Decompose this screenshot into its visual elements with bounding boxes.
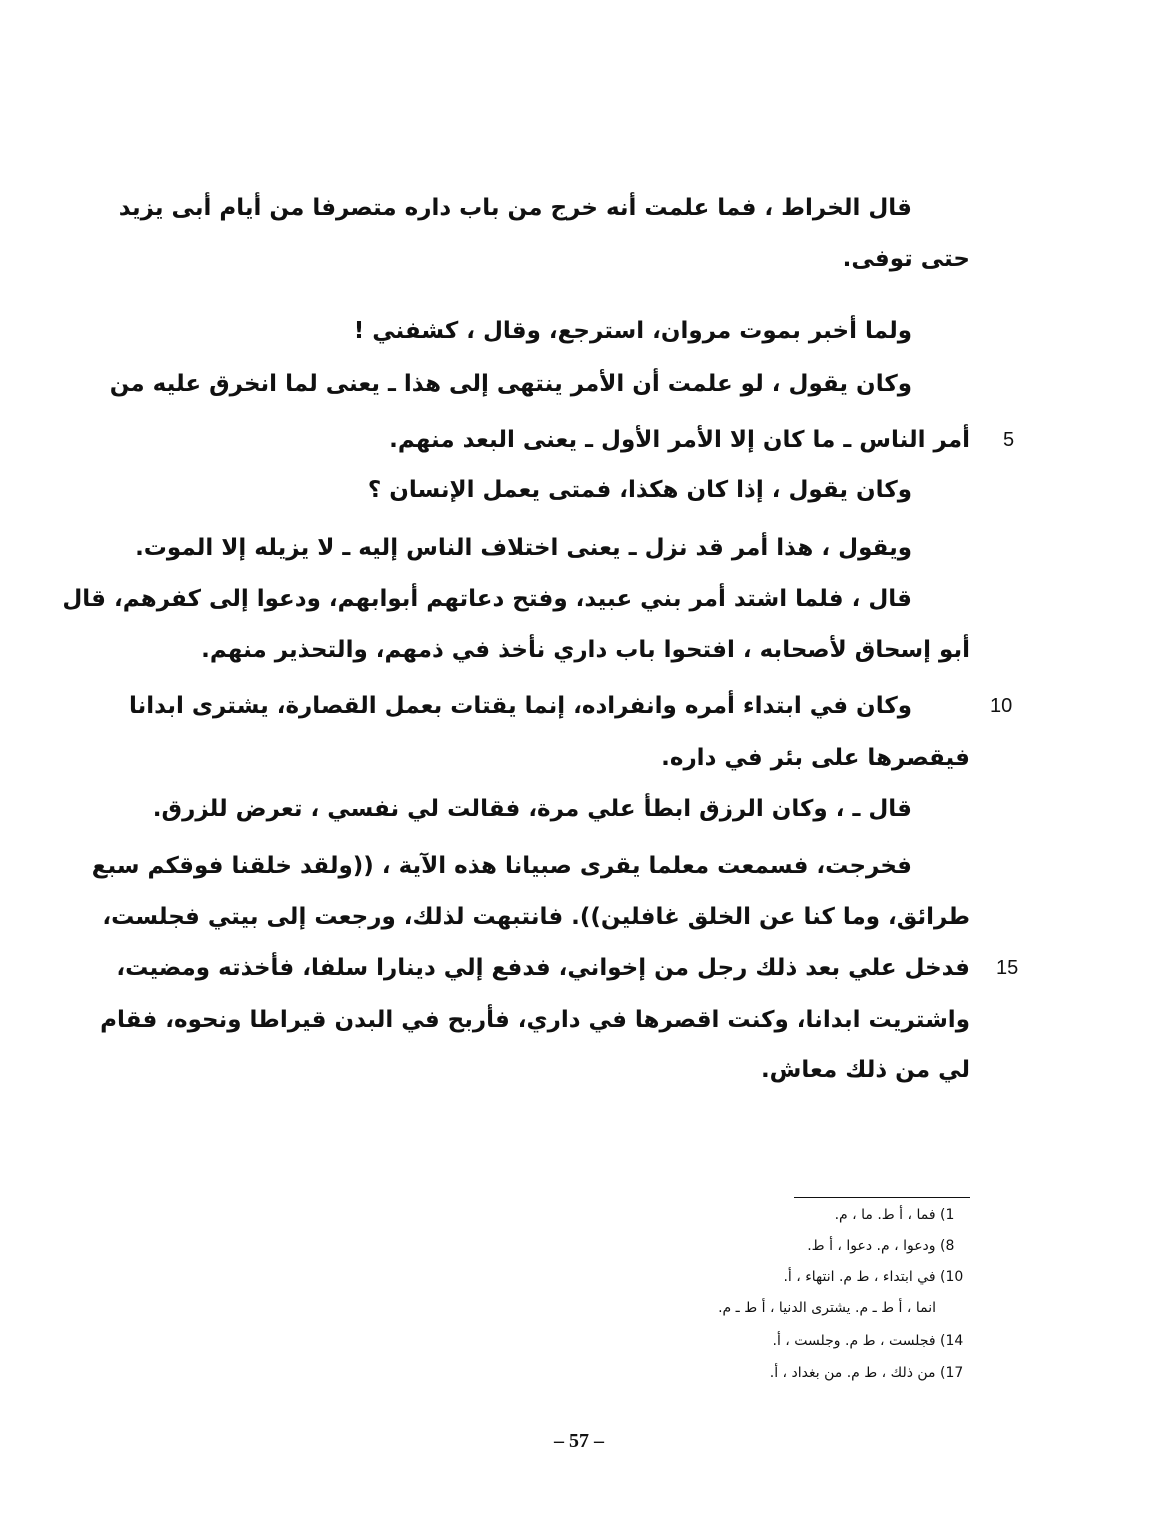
text-line: ولما أخبر بموت مروان، استرجع، وقال ، كشفني ! xyxy=(353,318,912,344)
text-line: قال الخراط ، فما علمت أنه خرج من باب داره متصرفا من أيام أبى يزيد xyxy=(118,195,912,221)
text-line: فدخل علي بعد ذلك رجل من إخواني، فدفع إلي دينارا سلفا، فأخذته ومضيت، xyxy=(116,955,970,981)
text-line: واشتريت ابدانا، وكنت اقصرها في داري، فأربح في البدن قيراطا ونحوه، فقام xyxy=(100,1007,970,1033)
text-line: قال ـ ، وكان الرزق ابطأ علي مرة، فقالت لي نفسي ، تعرض للزرق. xyxy=(152,796,912,822)
footnote-number: 10) xyxy=(940,1269,964,1285)
footnote xyxy=(773,1331,970,1351)
text-line: طرائق، وما كنا عن الخلق غافلين)). فانتبهت لذلك، ورجعت إلى بيتي فجلست، xyxy=(102,904,970,930)
footnote-text: من ذلك ، ط م. من بغداد ، أ. xyxy=(769,1365,936,1381)
text-line: وكان يقول ، لو علمت أن الأمر ينتهى إلى هذا ـ يعنى لما انخرق عليه من xyxy=(109,371,912,397)
text-line: ويقول ، هذا أمر قد نزل ـ يعنى اختلاف الناس إليه ـ لا يزيله إلا الموت. xyxy=(135,535,912,561)
line-number: 10 xyxy=(990,695,1013,717)
footnote-rule xyxy=(794,1197,970,1198)
text-line: وكان يقول ، إذا كان هكذا، فمتى يعمل الإنسان ؟ xyxy=(367,477,912,503)
footnote xyxy=(835,1205,970,1225)
footnote xyxy=(807,1236,970,1256)
line-number: 15 xyxy=(996,957,1019,979)
text-line: أمر الناس ـ ما كان إلا الأمر الأول ـ يعنى البعد منهم. xyxy=(389,427,970,453)
text-line: وكان في ابتداء أمره وانفراده، إنما يقتات بعمل القصارة، يشترى ابدانا xyxy=(128,693,912,719)
footnote xyxy=(718,1298,936,1318)
text-line: لي من ذلك معاش. xyxy=(760,1057,970,1083)
footnote-text: فجلست ، ط م. وجلست ، أ. xyxy=(772,1333,936,1349)
text-line: فخرجت، فسمعت معلما يقرى صبيانا هذه الآية ، ((ولقد خلقنا فوقكم سبع xyxy=(91,853,912,879)
footnote xyxy=(770,1363,970,1383)
text-line: أبو إسحاق لأصحابه ، افتحوا باب داري نأخذ في ذمهم، والتحذير منهم. xyxy=(201,637,970,663)
footnote-number: 1) xyxy=(940,1207,955,1223)
footnote-number: 14) xyxy=(940,1333,964,1349)
footnote-number: 8) xyxy=(940,1238,955,1254)
footnote-text: ودعوا ، م. دعوا ، أ ط. xyxy=(807,1238,936,1254)
line-number: 5 xyxy=(1003,429,1015,451)
footnote-text: فما ، أ ط. ما ، م. xyxy=(834,1207,936,1223)
text-line: حتى توفى. xyxy=(842,246,970,272)
footnote-text: في ابتداء ، ط م. انتهاء ، أ. xyxy=(783,1269,936,1285)
footnote xyxy=(783,1267,970,1287)
page-number: – 57 – xyxy=(554,1430,604,1452)
text-line: قال ، فلما اشتد أمر بني عبيد، وفتح دعاتهم أبوابهم، ودعوا إلى كفرهم، قال xyxy=(62,586,912,612)
footnote-text: انما ، أ ط ـ م. يشترى الدنيا ، أ ط ـ م. xyxy=(718,1300,936,1316)
footnote-number: 17) xyxy=(940,1365,964,1381)
text-line: فيقصرها على بئر في داره. xyxy=(661,745,970,771)
